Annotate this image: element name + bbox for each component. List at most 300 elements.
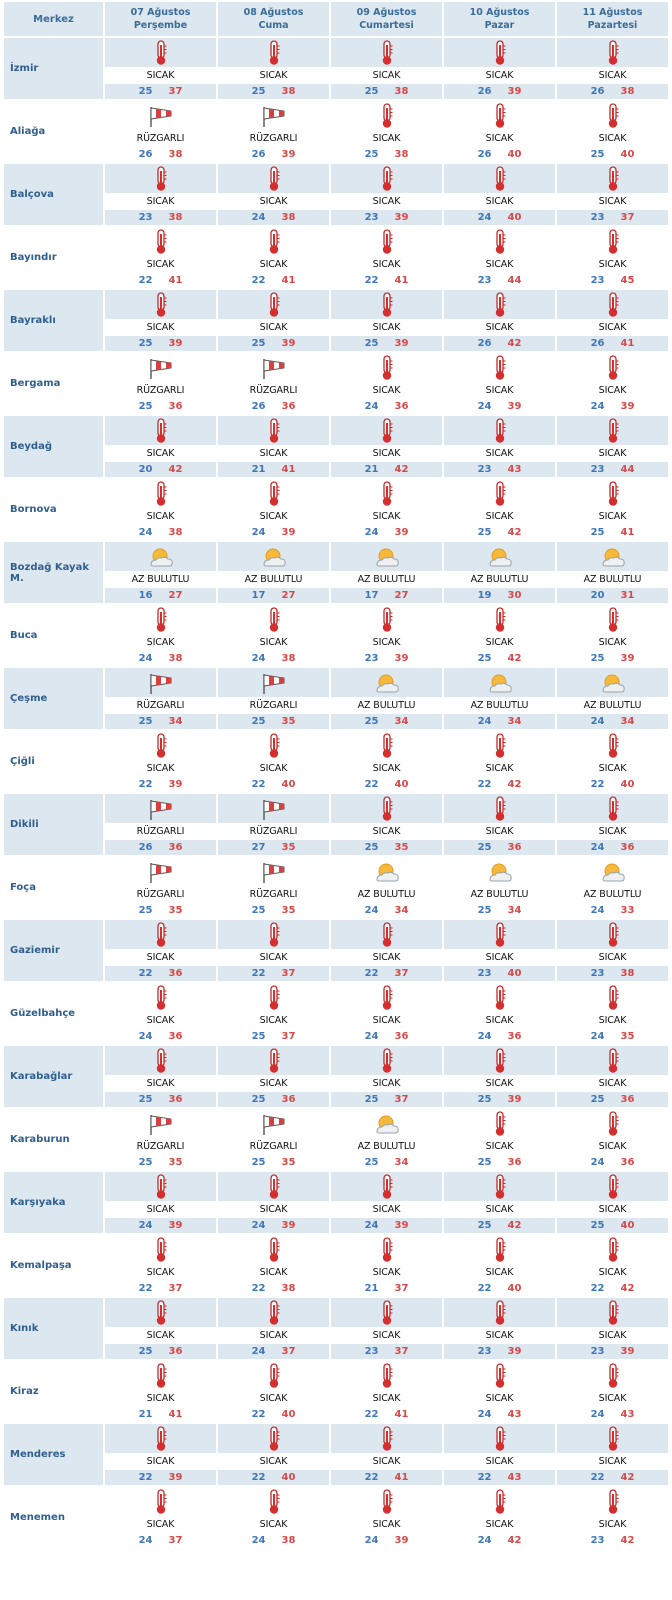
forecast-cell <box>557 1487 668 1548</box>
temperature-range <box>105 1407 216 1422</box>
thermometer-icon <box>105 164 216 193</box>
condition-label: RÜZGARLI <box>105 697 216 714</box>
min-temperature: 26 <box>251 401 266 412</box>
partly-cloudy-icon <box>331 1109 442 1138</box>
max-temperature: 38 <box>281 1535 296 1546</box>
min-temperature: 24 <box>364 1535 379 1546</box>
table-row <box>4 605 668 666</box>
condition-label: SICAK <box>105 1012 216 1029</box>
min-temperature: 24 <box>477 1031 492 1042</box>
thermometer-icon <box>331 101 442 130</box>
max-temperature: 37 <box>620 212 635 223</box>
max-temperature: 39 <box>281 1220 296 1231</box>
condition-label: SICAK <box>105 1201 216 1218</box>
forecast-cell <box>105 164 216 225</box>
city-name: Beydağ <box>4 416 103 477</box>
condition-label: SICAK <box>557 1453 668 1470</box>
thermometer-icon <box>105 605 216 634</box>
temperature-range <box>218 1029 329 1044</box>
temperature-range <box>331 1092 442 1107</box>
forecast-cell <box>105 1424 216 1485</box>
thermometer-icon <box>105 479 216 508</box>
max-temperature: 42 <box>507 1535 522 1546</box>
max-temperature: 41 <box>394 1409 409 1420</box>
min-temperature: 25 <box>251 1094 266 1105</box>
temperature-range <box>105 399 216 414</box>
max-temperature: 44 <box>620 464 635 475</box>
forecast-cell <box>105 668 216 729</box>
condition-label: SICAK <box>557 256 668 273</box>
forecast-cell <box>444 479 555 540</box>
city-name: Kiraz <box>4 1361 103 1422</box>
condition-label: RÜZGARLI <box>105 886 216 903</box>
windsock-icon <box>218 668 329 697</box>
min-temperature: 19 <box>477 590 492 601</box>
condition-label: SICAK <box>218 1390 329 1407</box>
min-temperature: 23 <box>477 1346 492 1357</box>
thermometer-icon <box>557 353 668 382</box>
max-temperature: 40 <box>507 968 522 979</box>
forecast-cell <box>331 542 442 603</box>
max-temperature: 42 <box>507 653 522 664</box>
temperature-range <box>331 1407 442 1422</box>
forecast-cell <box>331 1298 442 1359</box>
thermometer-icon <box>105 1298 216 1327</box>
forecast-cell <box>105 38 216 99</box>
temperature-range <box>331 777 442 792</box>
max-temperature: 39 <box>507 401 522 412</box>
thermometer-icon <box>444 983 555 1012</box>
forecast-cell <box>444 857 555 918</box>
condition-label: SICAK <box>105 319 216 336</box>
min-temperature: 25 <box>251 716 266 727</box>
forecast-cell <box>444 290 555 351</box>
max-temperature: 38 <box>281 653 296 664</box>
min-temperature: 22 <box>590 1283 605 1294</box>
min-temperature: 26 <box>477 86 492 97</box>
thermometer-icon <box>105 1046 216 1075</box>
temperature-range <box>557 588 668 603</box>
condition-label: SICAK <box>105 193 216 210</box>
min-temperature: 25 <box>364 1094 379 1105</box>
min-temperature: 25 <box>477 905 492 916</box>
merkez-header: Merkez <box>4 2 103 36</box>
min-temperature: 21 <box>364 1283 379 1294</box>
max-temperature: 37 <box>168 1283 183 1294</box>
partly-cloudy-icon <box>444 857 555 886</box>
forecast-cell <box>331 857 442 918</box>
condition-label: SICAK <box>557 130 668 147</box>
max-temperature: 36 <box>281 401 296 412</box>
temperature-range <box>557 1029 668 1044</box>
city-name: Bornova <box>4 479 103 540</box>
temperature-range <box>444 399 555 414</box>
thermometer-icon <box>557 1361 668 1390</box>
thermometer-icon <box>444 290 555 319</box>
temperature-range <box>218 903 329 918</box>
temperature-range <box>331 462 442 477</box>
temperature-range <box>557 399 668 414</box>
condition-label: SICAK <box>218 760 329 777</box>
thermometer-icon <box>105 1487 216 1516</box>
condition-label: AZ BULUTLU <box>557 886 668 903</box>
temperature-range <box>331 840 442 855</box>
windsock-icon <box>105 1109 216 1138</box>
min-temperature: 24 <box>590 1031 605 1042</box>
thermometer-icon <box>331 290 442 319</box>
thermometer-icon <box>557 1172 668 1201</box>
table-row <box>4 1487 668 1548</box>
thermometer-icon <box>331 794 442 823</box>
temperature-range <box>218 84 329 99</box>
temperature-range <box>557 147 668 162</box>
thermometer-icon <box>557 983 668 1012</box>
thermometer-icon <box>331 38 442 67</box>
max-temperature: 41 <box>281 464 296 475</box>
temperature-range <box>557 1155 668 1170</box>
day-date: 07 Ağustos <box>130 7 191 18</box>
forecast-cell <box>557 857 668 918</box>
forecast-cell <box>331 794 442 855</box>
max-temperature: 34 <box>168 716 183 727</box>
temperature-range <box>557 525 668 540</box>
max-temperature: 36 <box>281 1094 296 1105</box>
temperature-range <box>105 273 216 288</box>
thermometer-icon <box>557 731 668 760</box>
min-temperature: 16 <box>138 590 153 601</box>
condition-label: SICAK <box>331 256 442 273</box>
condition-label: SICAK <box>218 319 329 336</box>
max-temperature: 40 <box>281 1409 296 1420</box>
forecast-cell <box>331 416 442 477</box>
thermometer-icon <box>331 1487 442 1516</box>
thermometer-icon <box>444 731 555 760</box>
forecast-cell <box>105 857 216 918</box>
temperature-range <box>331 1533 442 1548</box>
temperature-range <box>444 1029 555 1044</box>
condition-label: AZ BULUTLU <box>444 571 555 588</box>
temperature-range <box>105 84 216 99</box>
forecast-cell <box>444 1109 555 1170</box>
min-temperature: 22 <box>590 779 605 790</box>
min-temperature: 21 <box>251 464 266 475</box>
max-temperature: 41 <box>168 275 183 286</box>
forecast-cell <box>557 1235 668 1296</box>
min-temperature: 24 <box>590 1409 605 1420</box>
thermometer-icon <box>105 290 216 319</box>
forecast-cell <box>444 1424 555 1485</box>
forecast-cell <box>218 1424 329 1485</box>
thermometer-icon <box>105 983 216 1012</box>
temperature-range <box>218 588 329 603</box>
temperature-range <box>331 1281 442 1296</box>
condition-label: SICAK <box>331 193 442 210</box>
windsock-icon <box>105 101 216 130</box>
min-temperature: 22 <box>251 1409 266 1420</box>
temperature-range <box>557 966 668 981</box>
condition-label: SICAK <box>105 1390 216 1407</box>
temperature-range <box>218 399 329 414</box>
temperature-range <box>444 714 555 729</box>
max-temperature: 41 <box>394 1472 409 1483</box>
windsock-icon <box>105 857 216 886</box>
forecast-cell <box>444 731 555 792</box>
table-row <box>4 731 668 792</box>
temperature-range <box>444 1470 555 1485</box>
thermometer-icon <box>557 920 668 949</box>
thermometer-icon <box>105 1172 216 1201</box>
min-temperature: 25 <box>364 338 379 349</box>
condition-label: SICAK <box>105 949 216 966</box>
max-temperature: 36 <box>507 1157 522 1168</box>
temperature-range <box>218 651 329 666</box>
forecast-cell <box>218 605 329 666</box>
max-temperature: 38 <box>620 86 635 97</box>
condition-label: AZ BULUTLU <box>218 571 329 588</box>
thermometer-icon <box>557 1109 668 1138</box>
min-temperature: 24 <box>590 1157 605 1168</box>
condition-label: SICAK <box>331 1516 442 1533</box>
forecast-cell <box>218 731 329 792</box>
temperature-range <box>105 1029 216 1044</box>
temperature-range <box>557 1407 668 1422</box>
min-temperature: 24 <box>364 1220 379 1231</box>
thermometer-icon <box>218 1424 329 1453</box>
max-temperature: 38 <box>168 653 183 664</box>
min-temperature: 26 <box>477 338 492 349</box>
condition-label: RÜZGARLI <box>105 382 216 399</box>
max-temperature: 35 <box>168 905 183 916</box>
min-temperature: 25 <box>364 149 379 160</box>
temperature-range <box>218 966 329 981</box>
condition-label: SICAK <box>218 1453 329 1470</box>
temperature-range <box>218 1155 329 1170</box>
thermometer-icon <box>218 920 329 949</box>
thermometer-icon <box>218 290 329 319</box>
max-temperature: 35 <box>281 905 296 916</box>
day-weekday: Cumartesi <box>359 20 414 31</box>
min-temperature: 25 <box>138 716 153 727</box>
temperature-range <box>105 1092 216 1107</box>
thermometer-icon <box>444 227 555 256</box>
min-temperature: 24 <box>590 716 605 727</box>
temperature-range <box>331 1344 442 1359</box>
condition-label: SICAK <box>557 949 668 966</box>
min-temperature: 23 <box>590 212 605 223</box>
temperature-range <box>331 147 442 162</box>
temperature-range <box>218 1218 329 1233</box>
max-temperature: 38 <box>620 968 635 979</box>
condition-label: SICAK <box>331 1201 442 1218</box>
max-temperature: 34 <box>394 716 409 727</box>
condition-label: SICAK <box>331 1327 442 1344</box>
forecast-cell <box>218 1172 329 1233</box>
condition-label: SICAK <box>105 634 216 651</box>
temperature-range <box>557 777 668 792</box>
max-temperature: 39 <box>507 1094 522 1105</box>
table-row <box>4 479 668 540</box>
thermometer-icon <box>557 164 668 193</box>
max-temperature: 37 <box>394 1346 409 1357</box>
thermometer-icon <box>218 227 329 256</box>
min-temperature: 25 <box>477 1157 492 1168</box>
forecast-cell <box>218 101 329 162</box>
min-temperature: 24 <box>477 1535 492 1546</box>
min-temperature: 26 <box>138 842 153 853</box>
forecast-cell <box>105 605 216 666</box>
city-name: Gaziemir <box>4 920 103 981</box>
condition-label: RÜZGARLI <box>218 130 329 147</box>
table-row <box>4 101 668 162</box>
min-temperature: 25 <box>477 653 492 664</box>
temperature-range <box>218 1092 329 1107</box>
forecast-cell <box>557 353 668 414</box>
condition-label: SICAK <box>557 445 668 462</box>
table-row <box>4 920 668 981</box>
forecast-cell <box>444 38 555 99</box>
min-temperature: 17 <box>251 590 266 601</box>
thermometer-icon <box>557 1235 668 1264</box>
max-temperature: 38 <box>168 212 183 223</box>
min-temperature: 24 <box>251 527 266 538</box>
min-temperature: 24 <box>590 842 605 853</box>
min-temperature: 26 <box>477 149 492 160</box>
min-temperature: 22 <box>364 1472 379 1483</box>
min-temperature: 25 <box>251 905 266 916</box>
max-temperature: 42 <box>394 464 409 475</box>
forecast-cell <box>557 101 668 162</box>
condition-label: AZ BULUTLU <box>331 1138 442 1155</box>
max-temperature: 39 <box>168 1472 183 1483</box>
max-temperature: 35 <box>394 842 409 853</box>
max-temperature: 40 <box>507 212 522 223</box>
temperature-range <box>557 1470 668 1485</box>
max-temperature: 39 <box>620 653 635 664</box>
min-temperature: 25 <box>364 86 379 97</box>
max-temperature: 40 <box>281 779 296 790</box>
temperature-range <box>444 1407 555 1422</box>
temperature-range <box>444 84 555 99</box>
temperature-range <box>331 336 442 351</box>
min-temperature: 25 <box>251 1031 266 1042</box>
condition-label: SICAK <box>218 1012 329 1029</box>
temperature-range <box>331 903 442 918</box>
min-temperature: 26 <box>590 86 605 97</box>
temperature-range <box>331 1155 442 1170</box>
min-temperature: 23 <box>364 212 379 223</box>
city-name: Bozdağ Kayak M. <box>4 542 103 603</box>
condition-label: SICAK <box>444 1390 555 1407</box>
min-temperature: 24 <box>477 401 492 412</box>
table-row <box>4 668 668 729</box>
city-name: Çeşme <box>4 668 103 729</box>
temperature-range <box>444 1281 555 1296</box>
condition-label: SICAK <box>557 1390 668 1407</box>
max-temperature: 36 <box>507 842 522 853</box>
max-temperature: 27 <box>168 590 183 601</box>
max-temperature: 36 <box>168 1346 183 1357</box>
condition-label: SICAK <box>105 508 216 525</box>
forecast-cell <box>105 101 216 162</box>
max-temperature: 43 <box>620 1409 635 1420</box>
min-temperature: 24 <box>138 1031 153 1042</box>
city-name: Menderes <box>4 1424 103 1485</box>
max-temperature: 38 <box>281 212 296 223</box>
thermometer-icon <box>218 1046 329 1075</box>
max-temperature: 42 <box>507 527 522 538</box>
thermometer-icon <box>557 101 668 130</box>
min-temperature: 23 <box>477 275 492 286</box>
forecast-cell <box>105 353 216 414</box>
temperature-range <box>218 210 329 225</box>
thermometer-icon <box>557 290 668 319</box>
min-temperature: 25 <box>477 1220 492 1231</box>
thermometer-icon <box>105 1361 216 1390</box>
temperature-range <box>331 1218 442 1233</box>
table-row <box>4 1109 668 1170</box>
thermometer-icon <box>444 1424 555 1453</box>
forecast-cell <box>105 1046 216 1107</box>
forecast-cell <box>557 1109 668 1170</box>
forecast-cell <box>105 479 216 540</box>
min-temperature: 26 <box>138 149 153 160</box>
temperature-range <box>444 588 555 603</box>
day-date: 10 Ağustos <box>469 7 530 18</box>
temperature-range <box>105 147 216 162</box>
temperature-range <box>331 210 442 225</box>
table-row <box>4 1235 668 1296</box>
forecast-cell <box>331 1235 442 1296</box>
condition-label: SICAK <box>218 508 329 525</box>
thermometer-icon <box>444 1172 555 1201</box>
partly-cloudy-icon <box>218 542 329 571</box>
temperature-range <box>218 462 329 477</box>
day-weekday: Pazartesi <box>587 20 638 31</box>
condition-label: SICAK <box>444 130 555 147</box>
forecast-cell <box>331 38 442 99</box>
condition-label: SICAK <box>218 1264 329 1281</box>
max-temperature: 37 <box>281 1031 296 1042</box>
temperature-range <box>557 903 668 918</box>
min-temperature: 25 <box>138 1094 153 1105</box>
temperature-range <box>218 840 329 855</box>
forecast-cell <box>557 416 668 477</box>
thermometer-icon <box>331 164 442 193</box>
min-temperature: 22 <box>251 968 266 979</box>
max-temperature: 36 <box>168 1031 183 1042</box>
windsock-icon <box>105 794 216 823</box>
min-temperature: 25 <box>364 1157 379 1168</box>
forecast-cell <box>557 38 668 99</box>
forecast-cell <box>331 983 442 1044</box>
forecast-cell <box>105 1361 216 1422</box>
condition-label: RÜZGARLI <box>105 130 216 147</box>
city-name: Kınık <box>4 1298 103 1359</box>
min-temperature: 24 <box>138 527 153 538</box>
min-temperature: 22 <box>364 779 379 790</box>
thermometer-icon <box>444 353 555 382</box>
condition-label: SICAK <box>557 1516 668 1533</box>
condition-label: SICAK <box>557 1138 668 1155</box>
condition-label: SICAK <box>557 823 668 840</box>
forecast-table <box>2 0 670 1550</box>
forecast-cell <box>557 920 668 981</box>
max-temperature: 30 <box>507 590 522 601</box>
max-temperature: 42 <box>168 464 183 475</box>
thermometer-icon <box>218 1361 329 1390</box>
min-temperature: 22 <box>138 1283 153 1294</box>
forecast-cell <box>105 542 216 603</box>
